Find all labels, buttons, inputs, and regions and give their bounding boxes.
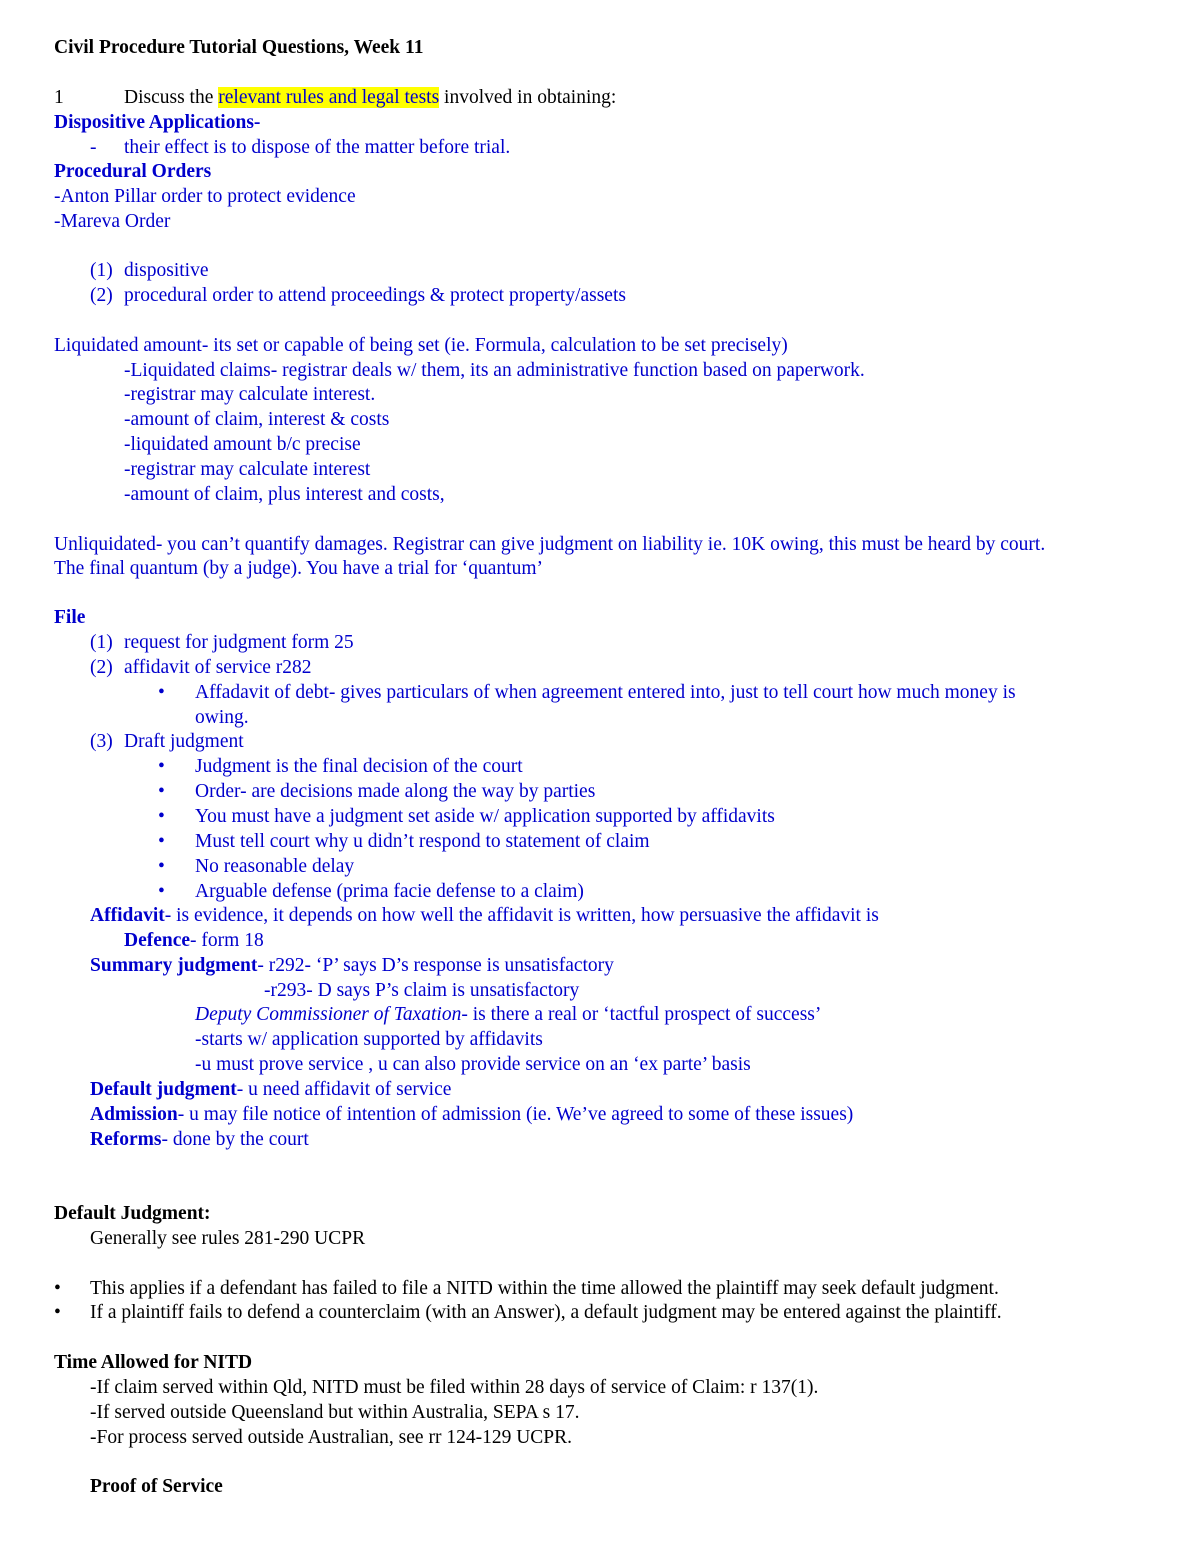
reforms-line xyxy=(90,1128,309,1152)
numbered-item: procedural order to attend proceedings & protect property/assets xyxy=(124,285,626,306)
defence-line xyxy=(124,929,264,953)
summary-line-4: -starts w/ application supported by affidavits xyxy=(195,1029,543,1050)
defence-term: Defence xyxy=(124,930,191,951)
admission-line xyxy=(90,1103,853,1127)
bullet-glyph: • xyxy=(158,806,165,827)
document-title: Civil Procedure Tutorial Questions, Week 11 xyxy=(54,37,424,58)
proof-of-service-heading: Proof of Service xyxy=(90,1476,223,1497)
reforms-text: - done by the court xyxy=(161,1129,309,1150)
draft-judgment-bullet: Must tell court why u didn’t respond to statement of claim xyxy=(195,831,650,852)
file-subitem: Affadavit of debt- gives particulars of when agreement entered into, just to tell court how much money is xyxy=(195,682,1016,703)
bullet-glyph: • xyxy=(158,856,165,877)
summary-line-2: -r293- D says P’s claim is unsatisfactory xyxy=(264,980,580,1001)
numbered-marker: (1) xyxy=(90,632,113,653)
file-heading: File xyxy=(54,607,86,628)
default-judgment-text: - u need affidavit of service xyxy=(236,1079,452,1100)
time-allowed-item: -If served outside Queensland but within Australia, SEPA s 17. xyxy=(90,1402,580,1423)
bullet-glyph: • xyxy=(54,1302,61,1323)
time-allowed-item: -For process served outside Australian, see rr 124-129 UCPR. xyxy=(90,1427,573,1448)
default-judgment-intro: Generally see rules 281-290 UCPR xyxy=(90,1228,366,1249)
question-number: 1 xyxy=(54,87,64,108)
file-item: Draft judgment xyxy=(124,731,244,752)
summary-case-line xyxy=(195,1003,821,1027)
bullet-glyph: • xyxy=(158,881,165,902)
draft-judgment-bullet: Order- are decisions made along the way by parties xyxy=(195,781,596,802)
reforms-term: Reforms xyxy=(90,1129,162,1150)
file-item: affidavit of service r282 xyxy=(124,657,312,678)
draft-judgment-bullet: Arguable defense (prima facie defense to a claim) xyxy=(195,881,584,902)
case-name: Deputy Commissioner of Taxation xyxy=(195,1004,462,1025)
draft-judgment-bullet: You must have a judgment set aside w/ application supported by affidavits xyxy=(195,806,775,827)
draft-judgment-bullet: Judgment is the final decision of the court xyxy=(195,756,523,777)
affidavit-term: Affidavit xyxy=(90,905,165,926)
liquidated-item: -amount of claim, interest & costs xyxy=(124,409,390,430)
bullet-glyph: • xyxy=(54,1278,61,1299)
file-item: request for judgment form 25 xyxy=(124,632,354,653)
liquidated-item: -registrar may calculate interest xyxy=(124,459,371,480)
procedural-heading: Procedural Orders xyxy=(54,161,212,182)
procedural-item: -Mareva Order xyxy=(54,211,171,232)
question-line xyxy=(124,86,616,110)
dash-bullet: - xyxy=(90,137,97,158)
numbered-marker: (2) xyxy=(90,285,113,306)
default-judgment-bullet: This applies if a defendant has failed to file a NITD within the time allowed the plaintiff may seek default judgment. xyxy=(90,1278,999,1299)
bullet-glyph: • xyxy=(158,756,165,777)
liquidated-item: -Liquidated claims- registrar deals w/ them, its an administrative function based on paperwork. xyxy=(124,360,865,381)
procedural-item: -Anton Pillar order to protect evidence xyxy=(54,186,356,207)
highlighted-text: relevant rules and legal tests xyxy=(218,87,440,108)
question-suffix: involved in obtaining: xyxy=(439,87,617,108)
admission-term: Admission xyxy=(90,1104,178,1125)
summary-term: Summary judgment xyxy=(90,955,258,976)
time-allowed-item: -If claim served within Qld, NITD must be filed within 28 days of service of Claim: r 137(1). xyxy=(90,1377,819,1398)
admission-text: - u may file notice of intention of admission (ie. We’ve agreed to some of these issues) xyxy=(177,1104,854,1125)
liquidated-item: -registrar may calculate interest. xyxy=(124,384,376,405)
summary-text: - r292- ‘P’ says D’s response is unsatisfactory xyxy=(257,955,614,976)
time-allowed-heading: Time Allowed for NITD xyxy=(54,1352,253,1373)
bullet-glyph: • xyxy=(158,682,165,703)
file-subitem-continued: owing. xyxy=(195,707,249,728)
summary-line xyxy=(90,954,614,978)
question-prefix: Discuss the xyxy=(124,87,219,108)
summary-line-5: -u must prove service , u can also provide service on an ‘ex parte’ basis xyxy=(195,1054,751,1075)
numbered-item: dispositive xyxy=(124,260,209,281)
unliquidated-line: The final quantum (by a judge). You have a trial for ‘quantum’ xyxy=(54,558,543,579)
dispositive-bullet: their effect is to dispose of the matter before trial. xyxy=(124,137,511,158)
bullet-glyph: • xyxy=(158,781,165,802)
draft-judgment-bullet: No reasonable delay xyxy=(195,856,355,877)
unliquidated-line: Unliquidated- you can’t quantify damages. Registrar can give judgment on liability ie. 10K owing, this must be heard by court. xyxy=(54,534,1046,555)
default-judgment-bullet: If a plaintiff fails to defend a counterclaim (with an Answer), a default judgment may be entered against the plaintiff. xyxy=(90,1302,1002,1323)
liquidated-item: -amount of claim, plus interest and costs, xyxy=(124,484,445,505)
default-judgment-term: Default judgment xyxy=(90,1079,237,1100)
defence-text: - form 18 xyxy=(190,930,264,951)
numbered-marker: (2) xyxy=(90,657,113,678)
numbered-marker: (1) xyxy=(90,260,113,281)
affidavit-text: - is evidence, it depends on how well the affidavit is written, how persuasive the affidavit is xyxy=(164,905,879,926)
default-judgment-heading: Default Judgment: xyxy=(54,1203,211,1224)
dispositive-heading: Dispositive Applications- xyxy=(54,112,261,133)
liquidated-item: -liquidated amount b/c precise xyxy=(124,434,361,455)
affidavit-line xyxy=(90,904,879,928)
default-judgment-line xyxy=(90,1078,451,1102)
case-text: - is there a real or ‘tactful prospect of success’ xyxy=(461,1004,822,1025)
numbered-marker: (3) xyxy=(90,731,113,752)
bullet-glyph: • xyxy=(158,831,165,852)
liquidated-line: Liquidated amount- its set or capable of being set (ie. Formula, calculation to be set precisely) xyxy=(54,335,788,356)
